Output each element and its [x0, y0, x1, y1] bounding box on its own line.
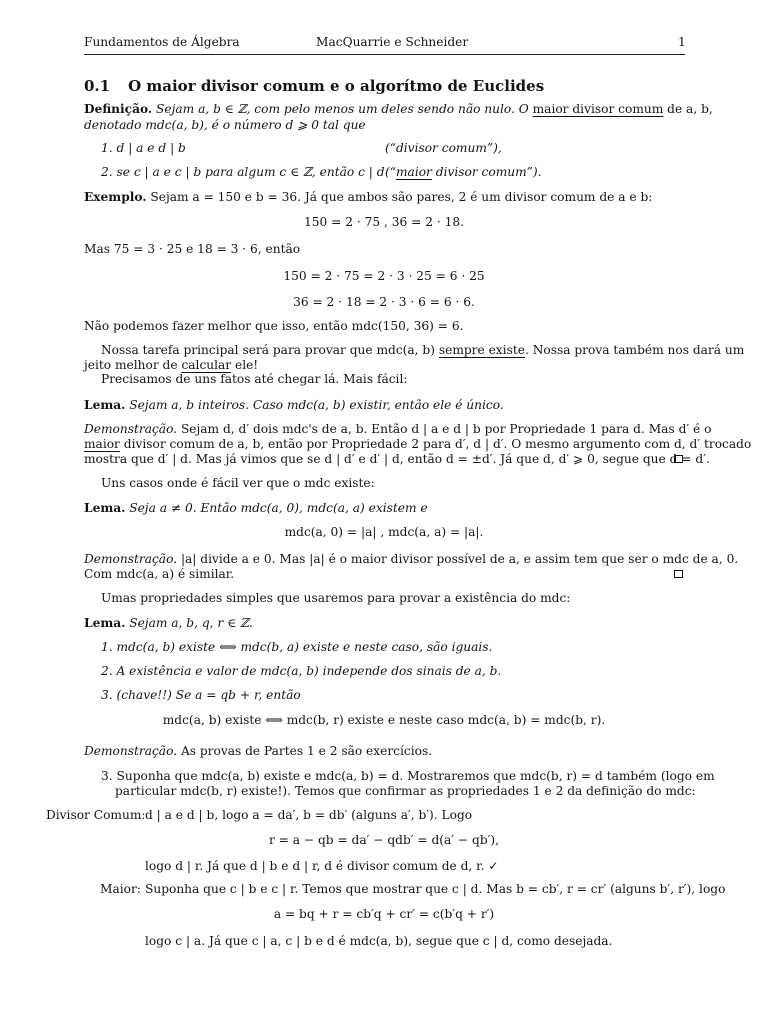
item-condition: se c | a e c | b para algum c ∈ ℤ, então c | d	[116, 165, 385, 179]
lemma-3	[84, 615, 253, 631]
proof-1-line-2	[84, 436, 751, 452]
lemma-3-item-1: 1. mdc(a, b) existe ⟺ mdc(b, a) existe e neste caso, são iguais.	[101, 640, 493, 654]
divisor-comum-equation: r = a − qb = da′ − qdb′ = d(a′ − qb′),	[268, 833, 500, 847]
example-label: Exemplo.	[84, 190, 147, 204]
note-open: (“	[385, 165, 396, 179]
proof-3-item-line-2: particular mdc(b, r) existe!). Temos que confirmar as propriedades 1 e 2 da definição do mdc:	[115, 784, 696, 798]
underlined-text: maior	[84, 437, 120, 451]
section-heading	[84, 77, 544, 95]
example-equation-1: 150 = 2 · 75 , 36 = 2 · 18.	[304, 215, 464, 229]
page-number: 1	[678, 35, 686, 49]
divisor-comum-label: Divisor Comum:	[46, 808, 146, 822]
note-close: divisor comum”).	[435, 165, 542, 179]
item-number: 2.	[101, 165, 113, 179]
lemma-text: Seja a ≠ 0. Então mdc(a, 0), mdc(a, a) existem e	[129, 501, 428, 515]
divisor-comum-after: logo d | r. Já que d | b e d | r, d é divisor comum de d, r. ✓	[145, 859, 499, 873]
example-equation-2: 150 = 2 · 75 = 2 · 3 · 25 = 6 · 25	[283, 269, 485, 283]
text: ele!	[234, 358, 259, 372]
paragraph-2: Uns casos onde é fácil ver que o mdc existe:	[101, 476, 375, 490]
divisor-comum-text: d | a e d | b, logo a = da′, b = db′ (alguns a′, b′). Logo	[145, 808, 473, 822]
proof-text: As provas de Partes 1 e 2 são exercícios.	[180, 744, 433, 758]
paragraph-3: Umas propriedades simples que usaremos para provar a existência do mdc:	[101, 591, 571, 605]
note-underlined: maior	[396, 165, 432, 179]
proof-1-line-1	[84, 421, 711, 437]
lemma-label: Lema.	[84, 616, 126, 630]
definition-term: maior divisor comum	[532, 102, 664, 116]
text: . Nossa prova também nos dará um	[524, 343, 745, 357]
proof-text: divisor comum de a, b, então por Propriedade 2 para d′, d | d′. O mesmo argumento com d, d′ trocado	[123, 437, 752, 451]
lemma-label: Lema.	[84, 501, 126, 515]
example-mas: Mas 75 = 3 · 25 e 18 = 3 · 6, então	[84, 242, 301, 256]
definition-item-1-note: (“divisor comum”),	[385, 141, 502, 155]
proof-3-intro	[84, 743, 432, 759]
definition-label: Definição.	[84, 102, 153, 116]
section-number: 0.1	[84, 77, 111, 95]
underlined-text: sempre existe	[438, 343, 525, 357]
header-center: MacQuarrie e Schneider	[316, 35, 469, 49]
proof-text: |a| divide a e 0. Mas |a| é o maior divisor possível de a, e assim tem que ser o mdc de a, 0.	[180, 552, 739, 566]
paragraph-1-line-3: Precisamos de uns fatos até chegar lá. Mais fácil:	[101, 372, 408, 386]
qed-symbol	[674, 570, 683, 578]
lemma-label: Lema.	[84, 398, 126, 412]
lemma-3-equation: mdc(a, b) existe ⟺ mdc(b, r) existe e neste caso mdc(a, b) = mdc(b, r).	[162, 713, 606, 727]
item-number: 1.	[101, 141, 113, 155]
lemma-2	[84, 500, 428, 516]
definition-item-2	[101, 164, 385, 180]
header-rule	[84, 54, 685, 55]
proof-1-line-3: mostra que d′ | d. Mas já vimos que se d | d′ e d′ | d, então d = ±d′. Já que d, d′ ⩾ 0, segue que d = d′.	[84, 452, 710, 466]
lemma-1	[84, 397, 504, 413]
definition-item-2-note	[385, 164, 542, 180]
qed-symbol	[674, 455, 683, 463]
proof-text: Sejam d, d′ dois mdc's de a, b. Então d | a e d | b por Propriedade 1 para d. Mas d′ é o	[180, 422, 712, 436]
example-text: Sejam a = 150 e b = 36. Já que ambos são pares, 2 é um divisor comum de a e b:	[150, 190, 653, 204]
example-conclusion: Não podemos fazer melhor que isso, então mdc(150, 36) = 6.	[84, 319, 464, 333]
text: Nossa tarefa principal será para provar que mdc(a, b)	[101, 343, 435, 357]
proof-2-line-1	[84, 551, 738, 567]
proof-label: Demonstração.	[84, 744, 178, 758]
maior-label: Maior:	[100, 882, 141, 896]
proof-3-item-line-1: 3. Suponha que mdc(a, b) existe e mdc(a, b) = d. Mostraremos que mdc(b, r) = d também (logo em	[101, 769, 715, 783]
lemma-3-item-2: 2. A existência e valor de mdc(a, b) independe dos sinais de a, b.	[101, 664, 502, 678]
lemma-text: Sejam a, b inteiros. Caso mdc(a, b) existir, então ele é único.	[129, 398, 504, 412]
definition-text: Sejam a, b ∈ ℤ, com pelo menos um deles sendo não nulo. O	[156, 102, 529, 116]
proof-label: Demonstração.	[84, 422, 178, 436]
paragraph-1-line-1	[101, 342, 744, 358]
proof-label: Demonstração.	[84, 552, 178, 566]
definition-text-tail: de a, b,	[667, 102, 713, 116]
maior-equation: a = bq + r = cb′q + cr′ = c(b′q + r′)	[273, 907, 495, 921]
header-left: Fundamentos de Álgebra	[84, 35, 240, 49]
definition-line-1	[84, 101, 713, 117]
lemma-text: Sejam a, b, q, r ∈ ℤ.	[129, 616, 253, 630]
underlined-text: calcular	[181, 358, 232, 372]
section-title: O maior divisor comum e o algorítmo de Euclides	[128, 77, 545, 95]
example-intro	[84, 189, 652, 205]
example-equation-3: 36 = 2 · 18 = 2 · 3 · 6 = 6 · 6.	[293, 295, 475, 309]
item-condition: d | a e d | b	[116, 141, 186, 155]
definition-item-1	[101, 140, 186, 156]
proof-2-line-2: Com mdc(a, a) é similar.	[84, 567, 235, 581]
lemma-3-item-3: 3. (chave!!) Se a = qb + r, então	[101, 688, 301, 702]
text: jeito melhor de	[84, 358, 178, 372]
definition-line-2: denotado mdc(a, b), é o número d ⩾ 0 tal que	[84, 118, 366, 132]
maior-text: Suponha que c | b e c | r. Temos que mostrar que c | d. Mas b = cb′, r = cr′ (alguns b′, r′), logo	[145, 882, 726, 896]
maior-after: logo c | a. Já que c | a, c | b e d é mdc(a, b), segue que c | d, como desejada.	[145, 934, 613, 948]
lemma-2-equation: mdc(a, 0) = |a| , mdc(a, a) = |a|.	[284, 525, 484, 539]
